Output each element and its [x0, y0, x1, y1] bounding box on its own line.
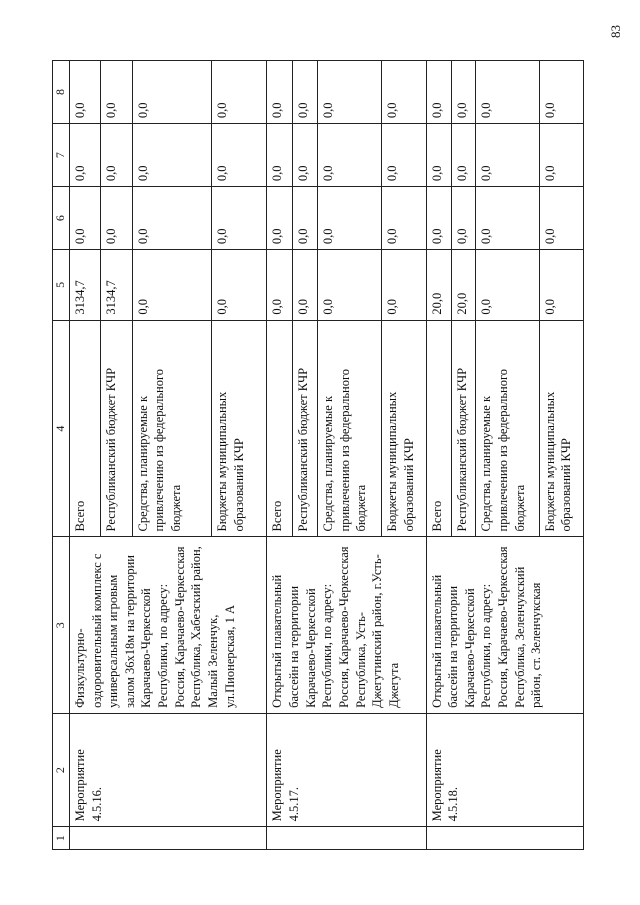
column-header: 4 — [53, 320, 70, 537]
value-cell: 0,0 — [426, 61, 451, 124]
value-cell: 0,0 — [69, 124, 100, 187]
funding-source: Средства, планируемые к привлечению из федерального бюджета — [132, 320, 211, 537]
value-cell: 0,0 — [267, 250, 292, 321]
table-row — [426, 61, 451, 850]
column-header: 2 — [53, 713, 70, 826]
column-header: 6 — [53, 187, 70, 250]
budget-table — [52, 60, 584, 850]
value-cell: 0,0 — [539, 61, 583, 124]
measure-description: Открытый плавательный бассейн на территории Карачаево-Черкесской Республики, по адресу: Россия, Карачаево-Черкесская Республика, Зеленчукский район, ст. Зеленчукская — [426, 537, 583, 713]
value-cell: 0,0 — [212, 61, 267, 124]
value-cell: 0,0 — [212, 250, 267, 321]
funding-source: Средства, планируемые к привлечению из федерального бюджета — [317, 320, 381, 537]
column-header: 5 — [53, 250, 70, 321]
measure-description: Открытый плавательный бассейн на территории Карачаево-Черкесской Республики, по адресу: Россия, Карачаево-Черкесская Республика, Усть-Джегутинский район, г.Усть-Джегута — [267, 537, 426, 713]
value-cell: 0,0 — [476, 124, 539, 187]
value-cell: 3134,7 — [101, 250, 132, 321]
column-header: 7 — [53, 124, 70, 187]
funding-source: Республиканский бюджет КЧР — [451, 320, 476, 537]
value-cell: 0,0 — [132, 124, 211, 187]
funding-source: Республиканский бюджет КЧР — [292, 320, 317, 537]
column-number-row — [53, 61, 70, 850]
value-cell: 0,0 — [381, 187, 426, 250]
row-index-cell — [267, 827, 426, 850]
funding-source: Всего — [69, 320, 100, 537]
table-row — [267, 61, 292, 850]
measure-id: Мероприятие 4.5.17. — [267, 713, 426, 826]
page-number: 83 — [608, 25, 623, 38]
funding-source: Всего — [426, 320, 451, 537]
value-cell: 0,0 — [212, 124, 267, 187]
value-cell: 0,0 — [101, 124, 132, 187]
column-header: 3 — [53, 537, 70, 713]
value-cell: 0,0 — [292, 61, 317, 124]
value-cell: 0,0 — [539, 124, 583, 187]
value-cell: 0,0 — [381, 61, 426, 124]
value-cell: 0,0 — [132, 250, 211, 321]
measure-id: Мероприятие 4.5.18. — [426, 713, 583, 826]
value-cell: 0,0 — [381, 124, 426, 187]
funding-source: Всего — [267, 320, 292, 537]
row-index-cell — [69, 827, 267, 850]
funding-source: Республиканский бюджет КЧР — [101, 320, 132, 537]
funding-source: Бюджеты муниципальных образований КЧР — [212, 320, 267, 537]
funding-source: Бюджеты муниципальных образований КЧР — [539, 320, 583, 537]
value-cell: 0,0 — [69, 187, 100, 250]
column-header: 1 — [53, 827, 70, 850]
value-cell: 0,0 — [212, 187, 267, 250]
value-cell: 0,0 — [539, 187, 583, 250]
table-row — [69, 61, 100, 850]
value-cell: 0,0 — [267, 124, 292, 187]
value-cell: 3134,7 — [69, 250, 100, 321]
value-cell: 0,0 — [267, 61, 292, 124]
row-index-cell — [426, 827, 583, 850]
value-cell: 20,0 — [426, 250, 451, 321]
value-cell: 0,0 — [317, 187, 381, 250]
value-cell: 0,0 — [426, 124, 451, 187]
value-cell: 0,0 — [317, 250, 381, 321]
funding-source: Средства, планируемые к привлечению из федерального бюджета — [476, 320, 539, 537]
value-cell: 0,0 — [317, 61, 381, 124]
measure-description: Физкультурно-оздоровительный комплекс с универсальным игровым залом 36х18м на территории Карачаево-Черкесской Республики, по адресу: Россия, Карачаево-Черкесская Республика, Хабезский район, Малый Зеленчук, ул.Пионерская, 1 А — [69, 537, 267, 713]
value-cell: 0,0 — [476, 61, 539, 124]
value-cell: 0,0 — [292, 187, 317, 250]
value-cell: 0,0 — [69, 61, 100, 124]
value-cell: 0,0 — [451, 61, 476, 124]
value-cell: 0,0 — [451, 187, 476, 250]
column-header: 8 — [53, 61, 70, 124]
value-cell: 0,0 — [132, 187, 211, 250]
value-cell: 0,0 — [426, 187, 451, 250]
value-cell: 20,0 — [451, 250, 476, 321]
funding-source: Бюджеты муниципальных образований КЧР — [381, 320, 426, 537]
rotated-table-container — [52, 60, 584, 850]
value-cell: 0,0 — [317, 124, 381, 187]
value-cell: 0,0 — [267, 187, 292, 250]
value-cell: 0,0 — [101, 187, 132, 250]
value-cell: 0,0 — [381, 250, 426, 321]
value-cell: 0,0 — [292, 250, 317, 321]
value-cell: 0,0 — [132, 61, 211, 124]
value-cell: 0,0 — [539, 250, 583, 321]
value-cell: 0,0 — [101, 61, 132, 124]
value-cell: 0,0 — [476, 187, 539, 250]
measure-id: Мероприятие 4.5.16. — [69, 713, 267, 826]
value-cell: 0,0 — [292, 124, 317, 187]
value-cell: 0,0 — [476, 250, 539, 321]
value-cell: 0,0 — [451, 124, 476, 187]
